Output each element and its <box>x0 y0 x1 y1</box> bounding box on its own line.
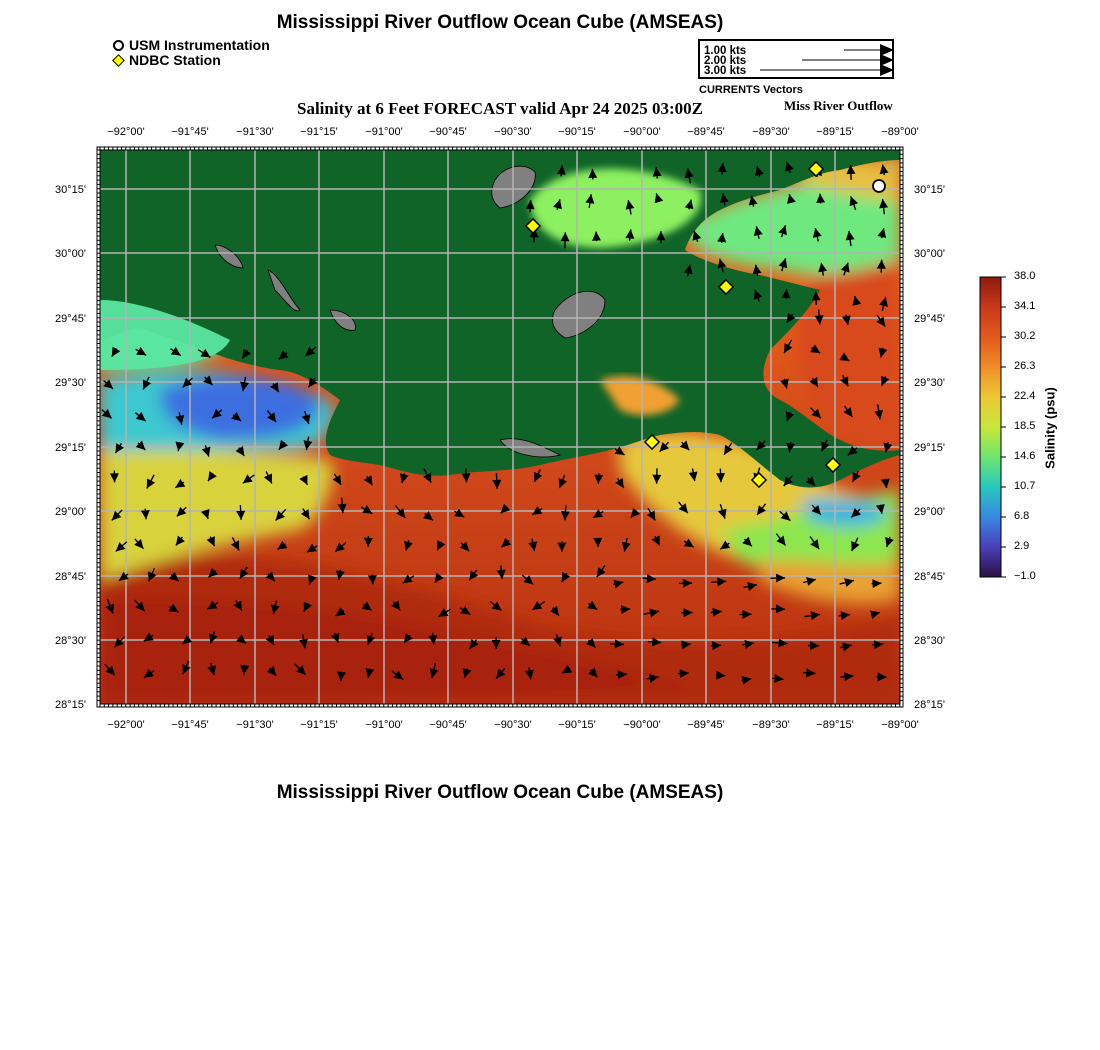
y-tick-label-right: 30°00' <box>914 248 945 260</box>
y-tick-label-left: 29°45' <box>55 313 86 325</box>
y-tick-label-left: 28°15' <box>55 699 86 711</box>
y-tick-label-right: 28°30' <box>914 635 945 647</box>
x-tick-label-bottom: −89°45' <box>687 719 725 731</box>
x-tick-label-top: −91°15' <box>300 126 338 138</box>
vector-key-row-2: 2.00 kts <box>704 55 747 67</box>
y-tick-label-right: 28°45' <box>914 571 945 583</box>
salinity-colorbar <box>980 277 1006 577</box>
x-tick-label-bottom: −92°00' <box>107 719 145 731</box>
colorbar-tick-label: 6.8 <box>1014 510 1030 522</box>
legend-label-ndbc: NDBC Station <box>129 52 221 68</box>
x-tick-label-bottom: −90°00' <box>623 719 661 731</box>
usm-station-marker <box>873 180 885 192</box>
y-tick-label-left: 28°30' <box>55 635 86 647</box>
x-tick-label-top: −89°30' <box>752 126 790 138</box>
colorbar-tick-label: 22.4 <box>1014 390 1036 402</box>
colorbar-tick-label: 26.3 <box>1014 360 1036 372</box>
figure-title-bottom: Mississippi River Outflow Ocean Cube (AMSEAS) <box>276 782 724 803</box>
x-tick-label-bottom: −91°45' <box>171 719 209 731</box>
map-field <box>99 150 900 704</box>
colorbar-tick-label: 18.5 <box>1014 420 1036 432</box>
colorbar-tick-label: −1.0 <box>1014 570 1036 582</box>
x-tick-label-bottom: −89°30' <box>752 719 790 731</box>
x-tick-label-bottom: −91°30' <box>236 719 274 731</box>
x-tick-label-top: −91°30' <box>236 126 274 138</box>
y-tick-label-right: 29°45' <box>914 313 945 325</box>
x-tick-label-top: −91°45' <box>171 126 209 138</box>
colorbar-tick-label: 14.6 <box>1014 450 1036 462</box>
x-tick-label-top: −89°15' <box>816 126 854 138</box>
vector-key-caption: CURRENTS Vectors <box>699 84 803 96</box>
x-tick-label-top: −91°00' <box>365 126 403 138</box>
x-tick-label-bottom: −91°00' <box>365 719 403 731</box>
x-tick-label-bottom: −90°30' <box>494 719 532 731</box>
vector-key-row-3: 3.00 kts <box>704 65 747 77</box>
y-tick-label-left: 28°45' <box>55 571 86 583</box>
figure-title: Mississippi River Outflow Ocean Cube (AMSEAS) <box>276 12 724 33</box>
region-label: Miss River Outflow <box>784 98 893 113</box>
x-tick-label-top: −90°00' <box>623 126 661 138</box>
colorbar-tick-label: 30.2 <box>1014 330 1036 342</box>
x-tick-label-top: −92°00' <box>107 126 145 138</box>
y-tick-label-left: 30°15' <box>55 184 86 196</box>
legend-label-usm: USM Instrumentation <box>129 37 270 53</box>
colorbar-title: Salinity (psu) <box>1042 387 1058 469</box>
y-tick-label-left: 29°00' <box>55 506 86 518</box>
colorbar-tick-label: 34.1 <box>1014 300 1036 312</box>
x-tick-label-bottom: −90°15' <box>558 719 596 731</box>
colorbar-tick-label: 2.9 <box>1014 540 1030 552</box>
y-tick-label-right: 29°15' <box>914 442 945 454</box>
x-tick-label-bottom: −90°45' <box>429 719 467 731</box>
y-tick-label-left: 30°00' <box>55 248 86 260</box>
colorbar-tick-label: 38.0 <box>1014 270 1036 282</box>
y-tick-label-right: 28°15' <box>914 699 945 711</box>
y-tick-label-right: 29°00' <box>914 506 945 518</box>
x-tick-label-bottom: −89°15' <box>816 719 854 731</box>
x-tick-label-top: −89°45' <box>687 126 725 138</box>
map-subtitle: Salinity at 6 Feet FORECAST valid Apr 24 2025 03:00Z <box>297 99 703 118</box>
colorbar-tick-label: 10.7 <box>1014 480 1036 492</box>
y-tick-label-right: 29°30' <box>914 377 945 389</box>
x-tick-label-bottom: −91°15' <box>300 719 338 731</box>
x-tick-label-top: −89°00' <box>881 126 919 138</box>
y-tick-label-left: 29°15' <box>55 442 86 454</box>
x-tick-label-top: −90°15' <box>558 126 596 138</box>
x-tick-label-top: −90°45' <box>429 126 467 138</box>
y-tick-label-right: 30°15' <box>914 184 945 196</box>
y-tick-label-left: 29°30' <box>55 377 86 389</box>
x-tick-label-top: −90°30' <box>494 126 532 138</box>
vector-key-row-1: 1.00 kts <box>704 45 747 57</box>
x-tick-label-bottom: −89°00' <box>881 719 919 731</box>
